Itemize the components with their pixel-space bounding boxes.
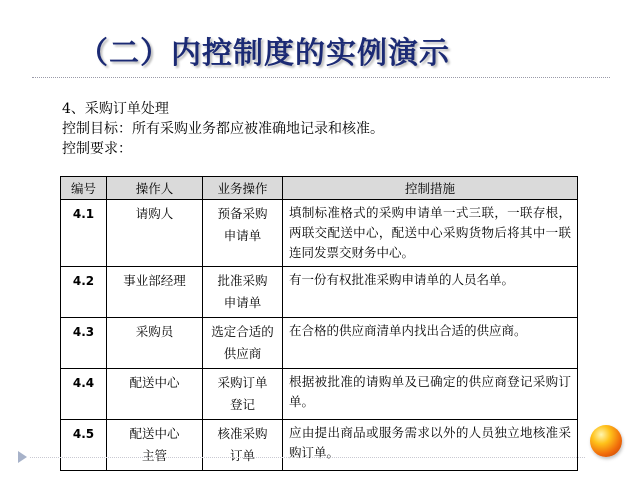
row-operation: 选定合适的 供应商 bbox=[203, 318, 283, 369]
header-operation: 业务操作 bbox=[203, 177, 283, 200]
row-measure: 在合格的供应商清单内找出合适的供应商。 bbox=[283, 318, 578, 369]
row-operator: 配送中心 主管 bbox=[107, 420, 203, 471]
table-header-row bbox=[61, 177, 578, 200]
row-operator: 请购人 bbox=[107, 200, 203, 267]
row-measure: 根据被批准的请购单及已确定的供应商登记采购订单。 bbox=[283, 369, 578, 420]
row-operator: 事业部经理 bbox=[107, 267, 203, 318]
row-operator: 配送中心 bbox=[107, 369, 203, 420]
slide-title: （二）内控制度的实例演示 bbox=[78, 36, 450, 71]
header-id: 编号 bbox=[61, 177, 107, 200]
row-measure: 有一份有权批准采购申请单的人员名单。 bbox=[283, 267, 578, 318]
header-measure: 控制措施 bbox=[283, 177, 578, 200]
decorative-orb-icon bbox=[590, 425, 622, 457]
row-operation: 预备采购 申请单 bbox=[203, 200, 283, 267]
title-divider bbox=[32, 77, 610, 78]
table-row bbox=[61, 420, 578, 471]
row-id: 4.4 bbox=[61, 369, 107, 420]
control-objective: 控制目标：所有采购业务都应被准确地记录和核准。 bbox=[62, 121, 384, 137]
row-operator: 采购员 bbox=[107, 318, 203, 369]
row-operation: 采购订单 登记 bbox=[203, 369, 283, 420]
section-heading: 4、采购订单处理 bbox=[62, 101, 169, 117]
row-id: 4.3 bbox=[61, 318, 107, 369]
footer-divider bbox=[30, 457, 585, 458]
row-operation: 核准采购 订单 bbox=[203, 420, 283, 471]
row-measure: 应由提出商品或服务需求以外的人员独立地核准采购订单。 bbox=[283, 420, 578, 471]
row-id: 4.1 bbox=[61, 200, 107, 267]
row-id: 4.5 bbox=[61, 420, 107, 471]
header-operator: 操作人 bbox=[107, 177, 203, 200]
intro-text bbox=[62, 99, 384, 159]
next-slide-arrow-icon[interactable] bbox=[18, 451, 27, 463]
table-row bbox=[61, 267, 578, 318]
row-id: 4.2 bbox=[61, 267, 107, 318]
table-row bbox=[61, 200, 578, 267]
control-table bbox=[60, 176, 578, 471]
control-requirements: 控制要求： bbox=[62, 141, 132, 157]
row-measure: 填制标准格式的采购申请单一式三联，一联存根，两联交配送中心，配送中心采购货物后将其中一联连同发票交财务中心。 bbox=[283, 200, 578, 267]
table-row bbox=[61, 369, 578, 420]
row-operation: 批准采购 申请单 bbox=[203, 267, 283, 318]
table-row bbox=[61, 318, 578, 369]
